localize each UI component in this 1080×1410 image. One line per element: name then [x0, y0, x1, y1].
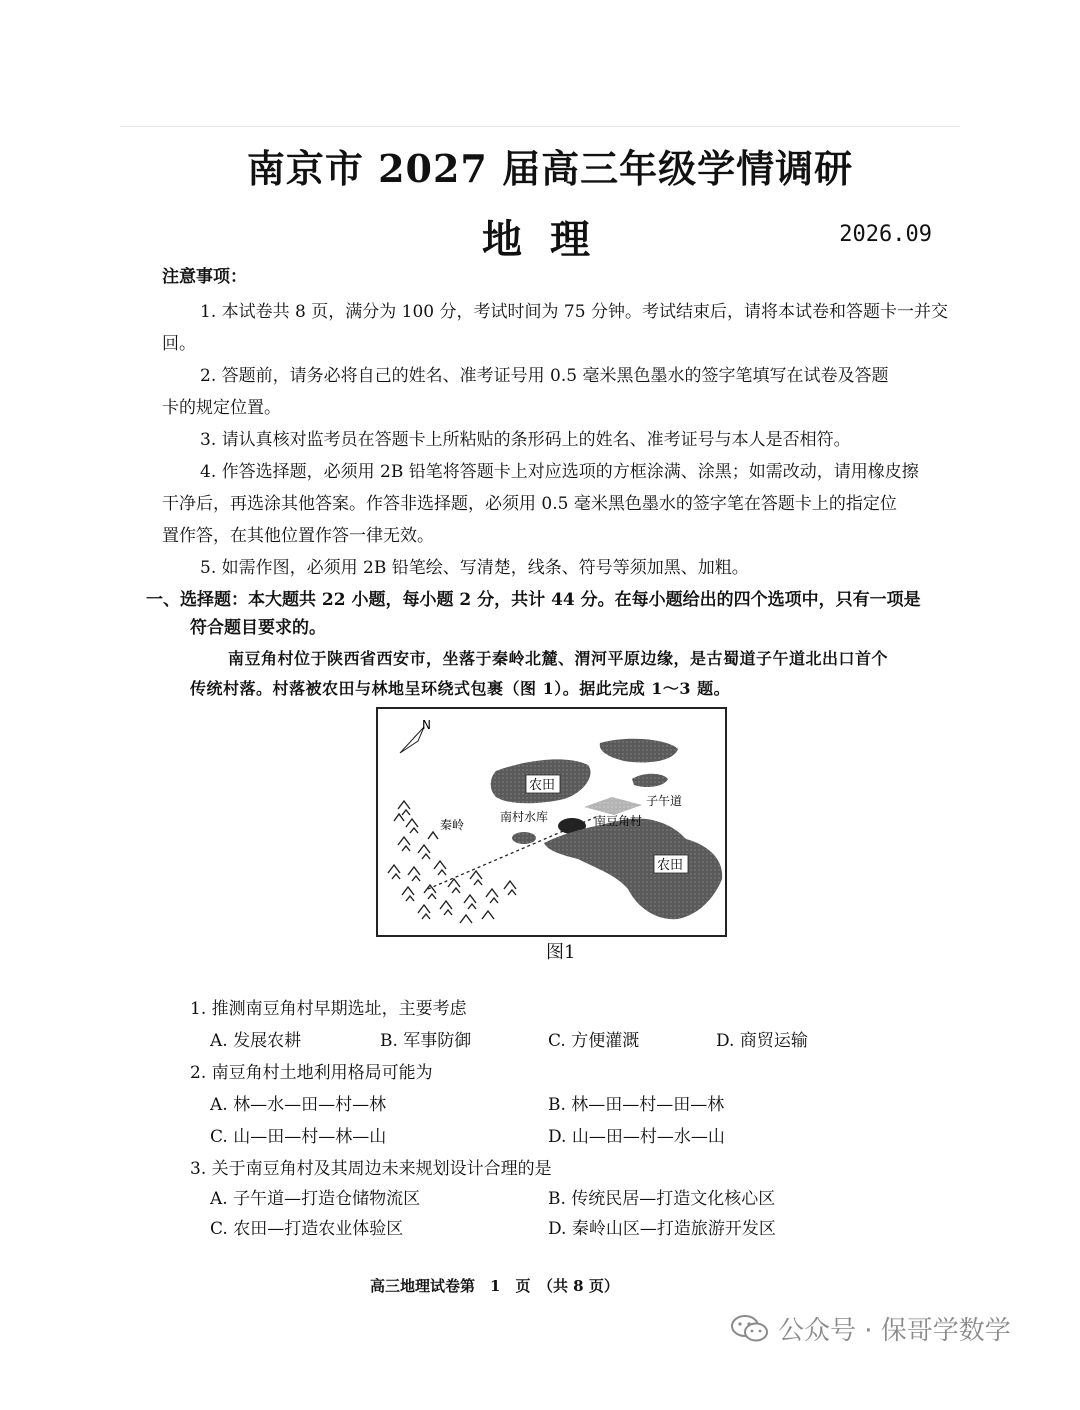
exam-date: 2026.09 [839, 222, 932, 247]
notice-line: 5. 如需作图，必须用 2B 铅笔绘、写清楚，线条、符号等须加黑、加粗。 [200, 558, 749, 578]
option: A. 发展农耕 [210, 1031, 302, 1051]
section-heading-cont: 符合题目要求的。 [190, 618, 326, 638]
watermark-text: 公众号 · 保哥学数学 [778, 1316, 1011, 1346]
village-area [584, 797, 642, 815]
label-qinling: 秦岭 [440, 818, 465, 832]
figure-caption: 图1 [546, 942, 576, 963]
field-top-right [600, 739, 678, 763]
pond-shape [512, 832, 536, 844]
page-footer: 高三地理试卷第 1 页 （共 8 页） [370, 1277, 619, 1295]
notice-line: 1. 本试卷共 8 页，满分为 100 分，考试时间为 75 分钟。考试结束后，请将本试卷和答题卡一并交 [200, 302, 948, 322]
question-stem: 1. 推测南豆角村早期选址，主要考虑 [190, 999, 467, 1019]
option: A. 子午道—打造仓储物流区 [210, 1189, 421, 1209]
option: C. 山—田—村—林—山 [210, 1127, 387, 1147]
exam-title: 南京市 2027 届高三年级学情调研 [246, 146, 854, 191]
subject-title: 地理 [482, 216, 618, 263]
option: D. 秦岭山区—打造旅游开发区 [548, 1219, 776, 1239]
option: B. 林—田—村—田—林 [548, 1095, 725, 1115]
notice-line: 回。 [162, 334, 196, 354]
option: C. 方便灌溉 [548, 1031, 640, 1051]
question-stem: 3. 关于南豆角村及其周边未来规划设计合理的是 [190, 1159, 552, 1179]
notice-line: 卡的规定位置。 [162, 398, 281, 418]
north-label: N [422, 718, 431, 732]
option: C. 农田—打造农业体验区 [210, 1219, 404, 1239]
label-reservoir: 南村水库 [500, 810, 549, 824]
watermark [730, 1310, 1011, 1347]
north-arrow-icon [400, 718, 431, 753]
top-rule [120, 126, 960, 127]
notice-heading: 注意事项： [162, 267, 247, 287]
figure-map [376, 707, 727, 937]
question-stem: 2. 南豆角村土地利用格局可能为 [190, 1063, 433, 1083]
label-farmland-right: 农田 [657, 858, 684, 873]
notice-line: 置作答，在其他位置作答一律无效。 [162, 526, 434, 546]
option: B. 传统民居—打造文化核心区 [548, 1189, 776, 1209]
option: A. 林—水—田—村—林 [210, 1095, 387, 1115]
label-ziwu-road: 子午道 [646, 794, 683, 808]
option: B. 军事防御 [380, 1031, 472, 1051]
farmland-right [544, 818, 722, 919]
label-farmland-top: 农田 [529, 778, 556, 793]
notice-line: 2. 答题前，请务必将自己的姓名、准考证号用 0.5 毫米黑色墨水的签字笔填写在试卷及答题 [200, 366, 889, 386]
field-small [632, 774, 668, 787]
intro-text-cont: 传统村落。村落被农田与林地呈环绕式包裹（图 1）。据此完成 1～3 题。 [190, 679, 731, 698]
notice-line: 4. 作答选择题，必须用 2B 铅笔将答题卡上对应选项的方框涂满、涂黑；如需改动，请用橡皮擦 [200, 462, 919, 482]
notice-line: 干净后，再选涂其他答案。作答非选择题，必须用 0.5 毫米黑色墨水的签字笔在答题卡上的指定位 [162, 494, 897, 514]
notice-line: 3. 请认真核对监考员在答题卡上所粘贴的条形码上的姓名、准考证号与本人是否相符。 [200, 430, 851, 450]
intro-text: 南豆角村位于陕西省西安市，坐落于秦岭北麓、渭河平原边缘，是古蜀道子午道北出口首个 [228, 649, 889, 668]
label-village: 南豆角村 [594, 814, 643, 828]
section-heading: 一、选择题：本大题共 22 小题，每小题 2 分，共计 44 分。在每小题给出的四个选项中，只有一项是 [146, 590, 921, 610]
option: D. 山—田—村—水—山 [548, 1127, 725, 1147]
wechat-icon [730, 1313, 770, 1345]
option: D. 商贸运输 [716, 1031, 808, 1051]
